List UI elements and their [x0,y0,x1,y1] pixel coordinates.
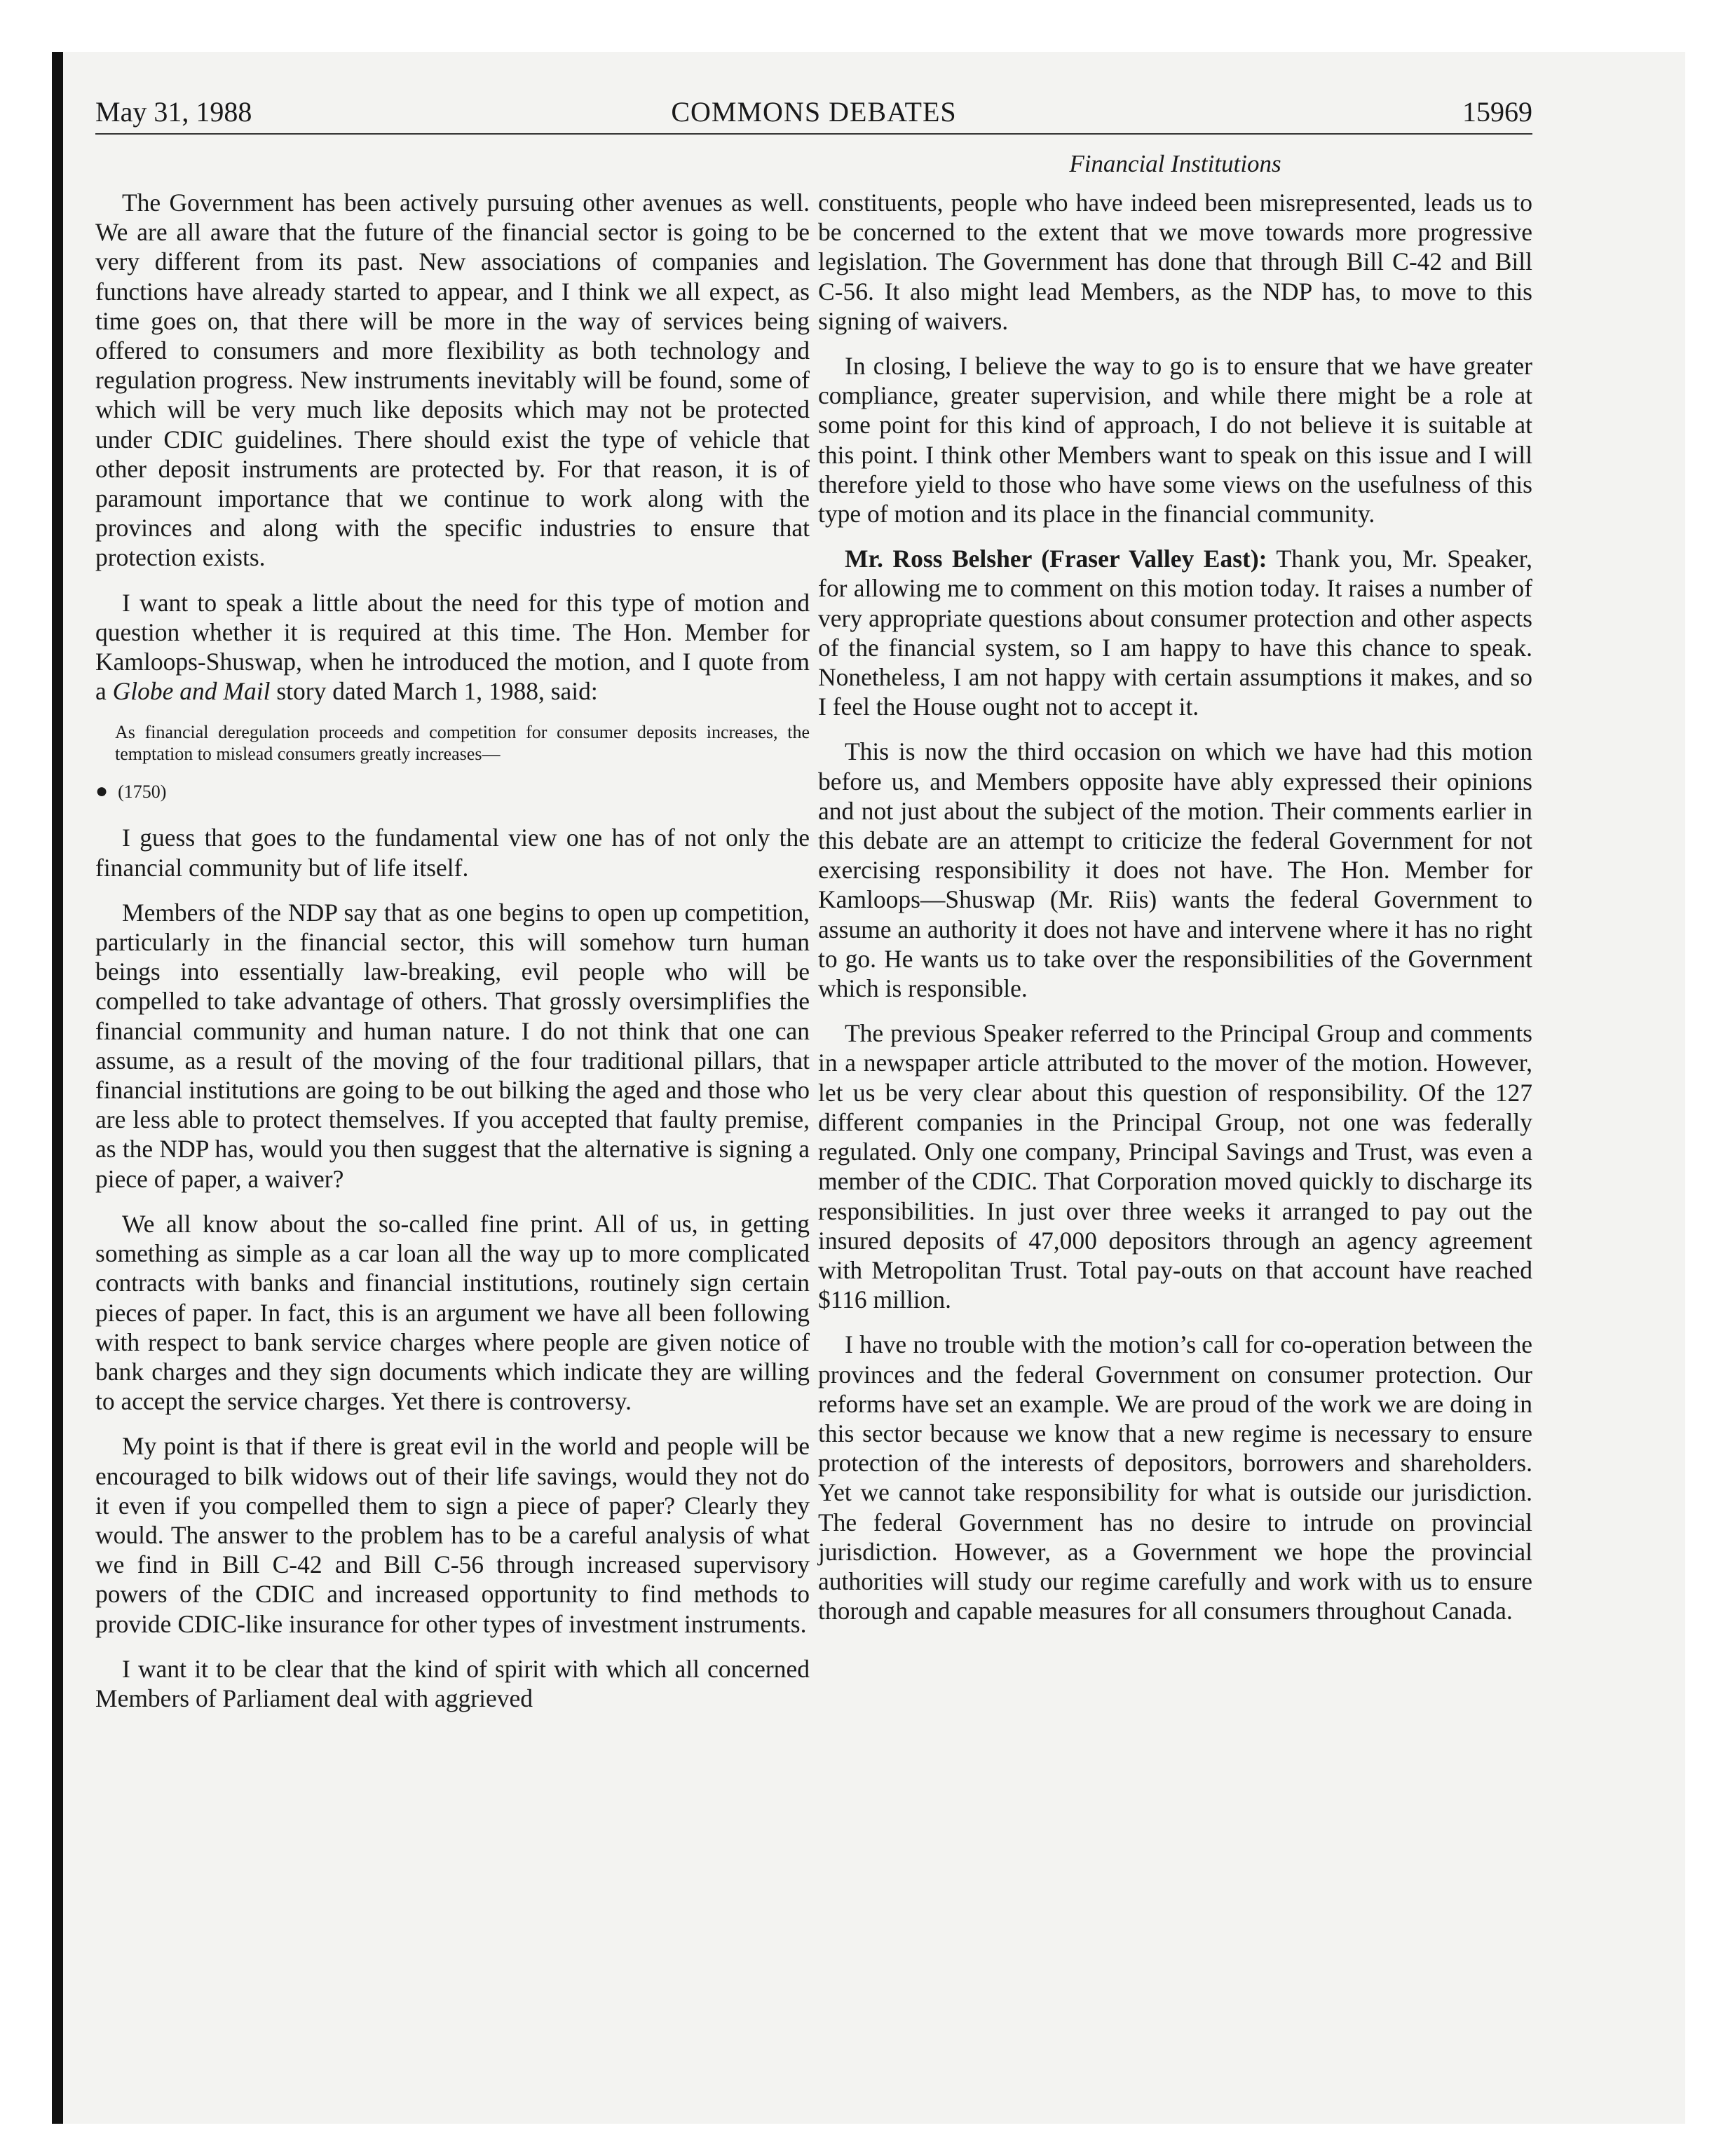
paragraph-text: Thank you, Mr. Speaker, for allowing me to comment on this motion today. It raises a number of very appropriate questions about consumer protection and other aspects of the financial system, so I am happy to have this chance to speak. Nonetheless, I am not happy with certain assumptions it makes, and so I feel the House ought not to accept it. [818,545,1532,721]
paragraph: I have no trouble with the motion’s call for co-operation between the provinces and the federal Government on consumer protection. Our reforms have set an example. We are proud of the work we are doing in this sector because we know that a new regime is necessary to ensure protection of the interests of depositors, borrowers and shareholders. Yet we cannot take responsibility for what is outside our jurisdiction. The federal Government has no desire to intrude on provincial jurisdiction. However, as a Government we hope the provincial authorities will study our regime carefully and work with us to ensure thorough and capable measures for all consumers throughout Canada. [818,1330,1532,1625]
header-page-number: 15969 [1462,96,1532,128]
left-column [95,188,810,1728]
paragraph: I want it to be clear that the kind of spirit with which all concerned Members of Parliament deal with aggrieved [95,1654,810,1712]
speaker-name: Mr. Ross Belsher (Fraser Valley East): [845,545,1267,573]
paragraph: My point is that if there is great evil in the world and people will be encouraged to bilk widows out of their life savings, would they not do it even if you compelled them to sign a piece of paper? Clearly they would. The answer to the problem has to be a careful analysis of what we find in Bill C-42 and Bill C-56 through increased supervisory powers of the CDIC and increased opportunity to find methods to provide CDIC-like insurance for other types of investment instruments. [95,1432,810,1638]
paragraph: In closing, I believe the way to go is to ensure that we have greater compliance, greater supervision, and while there might be a role at some point for this kind of approach, I do not believe it is suitable at this point. I think other Members want to speak on this issue and I will therefore yield to those who have some views on the usefulness of this type of motion and its place in the financial community. [818,352,1532,528]
paragraph-continued: constituents, people who have indeed been misrepresented, leads us to be concerned to the extent that we move towards more progressive legislation. The Government has done that through Bill C-42 and Bill C-56. It also might lead Members, as the NDP has, to move to this signing of waivers. [818,189,1532,335]
header-rule [95,133,1532,135]
time-marker [95,777,810,806]
paragraph: This is now the third occasion on which we have had this motion before us, and Members opposite have ably expressed their opinions and not just about the subject of the motion. Their comments earlier in this debate are an attempt to criticize the federal Government for not exercising responsibility it does not have. The Hon. Member for Kamloops—Shuswap (Mr. Riis) wants the federal Government to assume an authority it does not have and intervene where it has no right to go. He wants us to take over the responsibilities of the Government which is responsible. [818,737,1532,1003]
paragraph-text: story dated March 1, 1988, said: [270,677,598,706]
newspaper-title: Globe and Mail [112,677,271,706]
paragraph: The previous Speaker referred to the Principal Group and comments in a newspaper article attributed to the mover of the motion. However, let us be very clear about this question of responsibility. Of the 127 different companies in the Principal Group, not one was federally regulated. Only one company, Principal Savings and Trust, was even a member of the CDIC. That Corporation moved quickly to discharge its responsibilities. In just over three weeks it arranged to pay out the insured deposits of 47,000 depositors through an agency agreement with Metropolitan Trust. Total pay-outs on that account have reached $116 million. [818,1019,1532,1314]
paragraph: The Government has been actively pursuing other avenues as well. We are all aware that the future of the financial sector is going to be very different from its past. New associations of companies and functions have already started to appear, and I think we all expect, as time goes on, that there will be more in the way of services being offered to consumers and more flexibility as both technology and regulation progress. New instruments inevitably will be found, some of which will be very much like deposits which may not be protected under CDIC guidelines. There should exist the type of vehicle that other deposit instruments are protected by. For that reason, it is of paramount importance that we continue to work along with the provinces and along with the specific industries to ensure that protection exists. [95,189,810,572]
paragraph [818,544,1532,721]
time-marker-text: (1750) [118,782,167,803]
right-column [818,188,1532,1641]
binding-edge [52,52,63,2124]
paragraph: Members of the NDP say that as one begins to open up competition, particularly in the financial sector, this will somehow turn human beings into essentially law-breaking, evil people who will be compelled to take advantage of others. That grossly oversimplifies the financial community and human nature. I do not think that one can assume, as a result of the moving of the four traditional pillars, that financial institutions are going to be out bilking the aged and those who are less able to protect themselves. If you accepted that faulty premise, as the NDP has, would you then suggest that the alternative is signing a piece of paper, a waiver? [95,898,810,1193]
paragraph [95,588,810,707]
header-date: May 31, 1988 [95,96,252,128]
paragraph: I guess that goes to the fundamental view one has of not only the financial community but of life itself. [95,824,810,882]
header-publication: COMMONS DEBATES [671,96,957,128]
running-head: Financial Institutions [1069,150,1281,177]
page-header [95,98,1532,126]
block-quote: As financial deregulation proceeds and competition for consumer deposits increases, the temptation to mislead consumers greatly increases— [115,722,810,765]
bullet-icon: ● [95,779,109,803]
paragraph-text: I want to speak a little about the need for this type of motion and question whether it is required at this time. The Hon. Member for Kamloops-Shuswap, when he introduced the motion, and I quote from a [95,588,810,706]
paragraph: We all know about the so-called fine print. All of us, in getting something as simple as a car loan all the way up to more complicated contracts with banks and financial institutions, routinely sign certain pieces of paper. In fact, this is an argument we have all been following with respect to bank service charges where people are given notice of bank charges and they sign documents which indicate they are willing to accept the service charges. Yet there is controversy. [95,1209,810,1416]
